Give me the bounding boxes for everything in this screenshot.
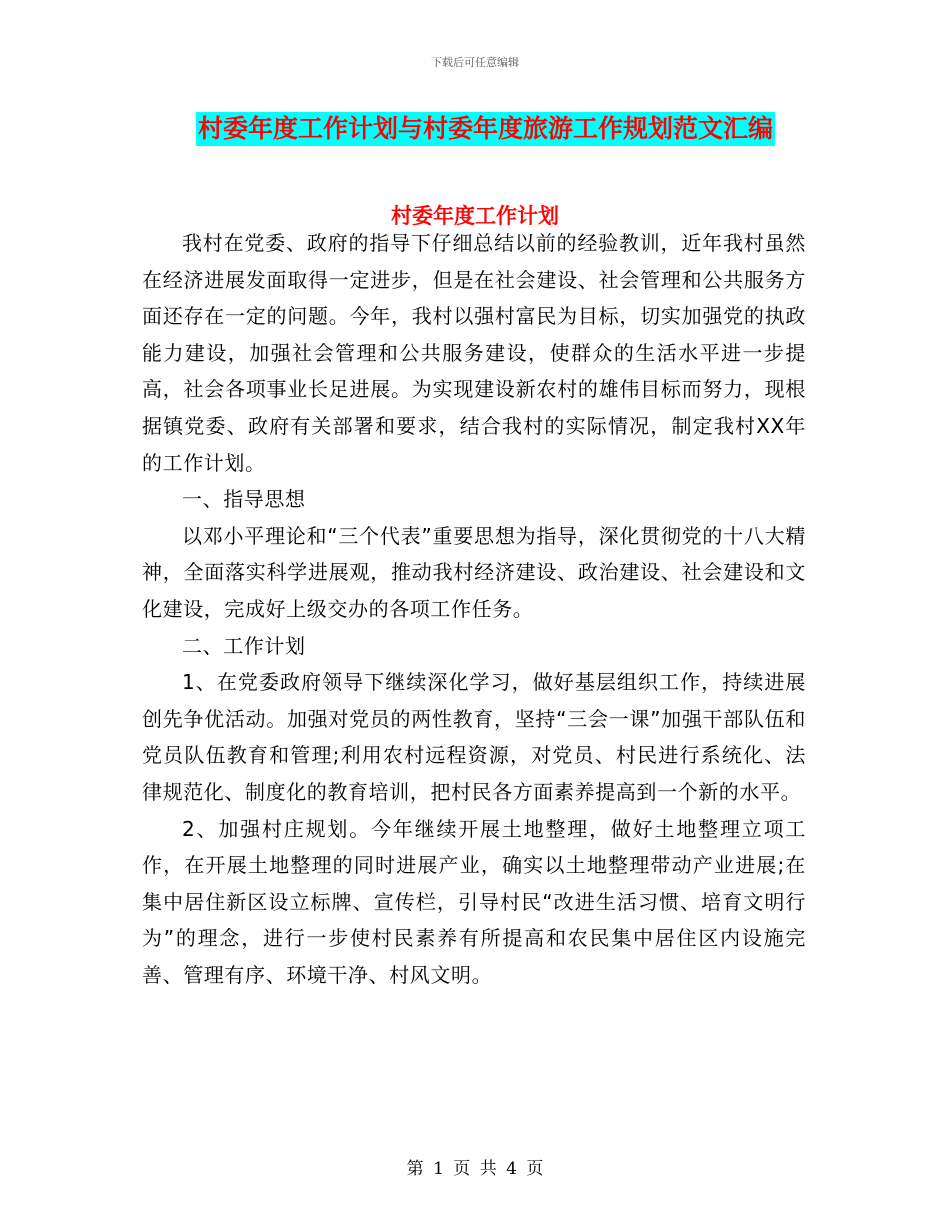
header-note: 下载后可任意编辑 (431, 56, 519, 69)
paragraph-plan-item-2: 2、加强村庄规划。今年继续开展土地整理，做好土地整理立项工作，在开展土地整理的同时进展产业，确实以土地整理带动产业进展;在集中居住新区设立标牌、宣传栏，引导村民“改进生活习惯、培育文明行为”的理念，进行一步使村民素养有所提高和农民集中居住区内设施完善、管理有序、环境干净、村风文明。 (142, 816, 806, 987)
paragraph-guiding-thought: 以邓小平理论和“三个代表”重要思想为指导，深化贯彻党的十八大精神，全面落实科学进展观，推动我村经济建设、政治建设、社会建设和文化建设，完成好上级交办的各项工作任务。 (142, 523, 806, 621)
document-title: 村委年度工作计划与村委年度旅游工作规划范文汇编 (196, 112, 775, 146)
document-body (142, 225, 806, 993)
heading-work-plan: 二、工作计划 (182, 633, 306, 658)
paragraph-plan-item-1: 1、在党委政府领导下继续深化学习，做好基层组织工作，持续进展创先争优活动。加强对党员的两性教育，坚持“三会一课”加强干部队伍和党员队伍教育和管理;利用农村远程资源，对党员、村民进行系统化、法律规范化、制度化的教育培训，把村民各方面素养提高到一个新的水平。 (142, 670, 806, 804)
page-number-footer: 第 1 页 共 4 页 (406, 1159, 544, 1179)
section-title: 村委年度工作计划 (391, 204, 559, 228)
paragraph-intro: 我村在党委、政府的指导下仔细总结以前的经验教训，近年我村虽然在经济进展发面取得一定进步，但是在社会建设、社会管理和公共服务方面还存在一定的问题。今年，我村以强村富民为目标，切实加强党的执政能力建设，加强社会管理和公共服务建设，使群众的生活水平进一步提高，社会各项事业长足进展。为实现建设新农村的雄伟目标而努力，现根据镇党委、政府有关部署和要求，结合我村的实际情况，制定我村XX年的工作计划。 (142, 231, 806, 475)
heading-guiding-thought: 一、指导思想 (182, 487, 306, 512)
